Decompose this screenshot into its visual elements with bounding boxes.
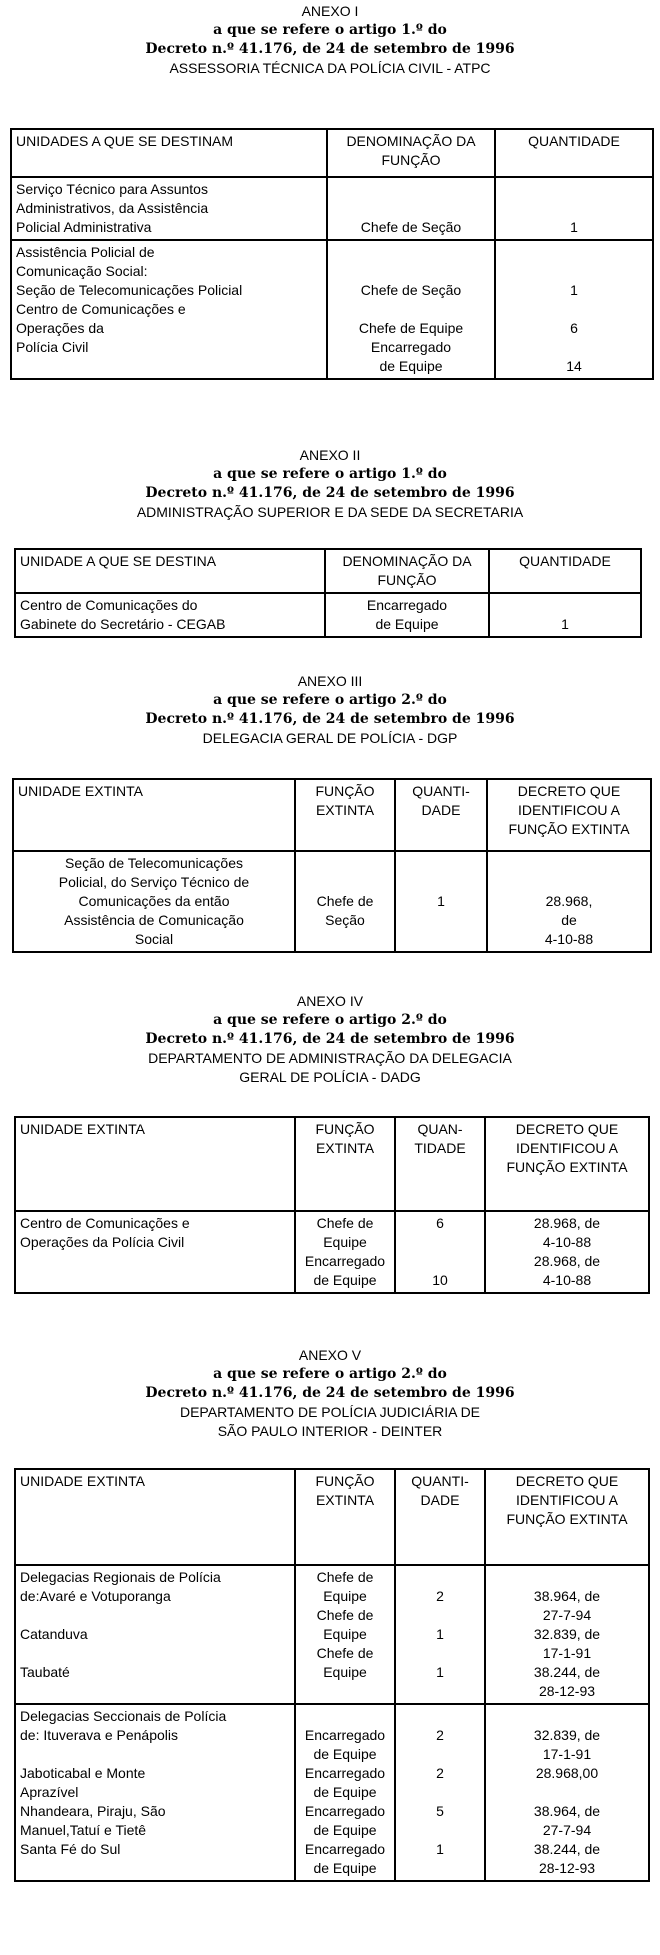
- table-header-row: [15, 1469, 649, 1565]
- anexo5-header: [0, 1346, 660, 1441]
- anexo2-decree: Decreto n.º 41.176, de 24 de setembro de 1996: [145, 485, 515, 501]
- unit-cell: Seção de Telecomunicações Policial, do Serviço Técnico de Comunicações da então Assistência de Comunicação Social: [13, 851, 295, 952]
- quantity-cell: 1 6 14: [495, 240, 653, 379]
- anexo2-table-wrap: [14, 548, 640, 638]
- anexo1-header: [0, 2, 660, 78]
- anexo5-org-line1: DEPARTAMENTO DE POLÍCIA JUDICIÁRIA DE: [179, 1404, 481, 1420]
- anexo5-ref: a que se refere o artigo 2.º do: [213, 1366, 447, 1382]
- anexo4-org-line2: GERAL DE POLÍCIA - DADG: [239, 1069, 421, 1085]
- quantity-cell: 2 1 1: [395, 1565, 485, 1704]
- col-header-unit: UNIDADES A QUE SE DESTINAM: [11, 129, 327, 177]
- table-row: [15, 593, 641, 637]
- quantity-cell: 6 10: [395, 1211, 485, 1293]
- col-header-decree: DECRETO QUE IDENTIFICOU A FUNÇÃO EXTINTA: [485, 1117, 649, 1211]
- col-header-quantity: QUANTIDADE: [489, 549, 641, 593]
- col-header-function: FUNÇÃO EXTINTA: [295, 1469, 395, 1565]
- anexo2-header: [0, 446, 660, 522]
- anexo2-org: ADMINISTRAÇÃO SUPERIOR E DA SEDE DA SECRETARIA: [136, 504, 524, 520]
- col-header-decree: DECRETO QUE IDENTIFICOU A FUNÇÃO EXTINTA: [485, 1469, 649, 1565]
- anexo5-decree: Decreto n.º 41.176, de 24 de setembro de 1996: [145, 1385, 515, 1401]
- col-header-unit: UNIDADE EXTINTA: [13, 779, 295, 851]
- unit-cell: Serviço Técnico para Assuntos Administrativos, da Assistência Policial Administrativa: [11, 177, 327, 240]
- unit-cell: Assistência Policial de Comunicação Social: Seção de Telecomunicações Policial Centro de Comunicações e Operações da Polícia Civil: [11, 240, 327, 379]
- function-cell: Chefe de Equipe Chefe de Equipe Chefe de Equipe: [295, 1565, 395, 1704]
- anexo1-org: ASSESSORIA TÉCNICA DA POLÍCIA CIVIL - ATPC: [169, 60, 491, 76]
- col-header-quantity: QUAN-TIDADE: [395, 1117, 485, 1211]
- anexo4-table-wrap: [14, 1116, 648, 1294]
- anexo1-table: [10, 128, 654, 380]
- col-header-function: FUNÇÃO EXTINTA: [295, 779, 395, 851]
- quantity-cell: 2 2 5 1: [395, 1704, 485, 1881]
- col-header-function: FUNÇÃO EXTINTA: [295, 1117, 395, 1211]
- table-row: [11, 240, 653, 379]
- anexo4-table: [14, 1116, 650, 1294]
- table-header-row: [15, 1117, 649, 1211]
- function-cell: Chefe de Seção: [295, 851, 395, 952]
- decree-cell: 28.968, de 4-10-88 28.968, de 4-10-88: [485, 1211, 649, 1293]
- table-header-row: [13, 779, 651, 851]
- function-cell: Chefe de Seção: [327, 177, 495, 240]
- anexo3-ref: a que se refere o artigo 2.º do: [213, 692, 447, 708]
- table-header-row: [11, 129, 653, 177]
- anexo4-header: [0, 992, 660, 1087]
- anexo3-table: [12, 778, 652, 953]
- col-header-quantity: QUANTI-DADE: [395, 1469, 485, 1565]
- anexo4-decree: Decreto n.º 41.176, de 24 de setembro de 1996: [145, 1031, 515, 1047]
- col-header-quantity: QUANTIDADE: [495, 129, 653, 177]
- function-cell: Chefe de Seção Chefe de Equipe Encarregado de Equipe: [327, 240, 495, 379]
- col-header-quantity: QUANTI-DADE: [395, 779, 487, 851]
- anexo3-org: DELEGACIA GERAL DE POLÍCIA - DGP: [202, 730, 458, 746]
- anexo3-header: [0, 672, 660, 748]
- anexo2-ref: a que se refere o artigo 1.º do: [213, 466, 447, 482]
- col-header-decree: DECRETO QUE IDENTIFICOU A FUNÇÃO EXTINTA: [487, 779, 651, 851]
- unit-cell: Delegacias Regionais de Polícia de:Avaré e Votuporanga Catanduva Taubaté: [15, 1565, 295, 1704]
- anexo5-table-wrap: [14, 1468, 648, 1882]
- col-header-unit: UNIDADE EXTINTA: [15, 1117, 295, 1211]
- anexo2-title: ANEXO II: [299, 447, 361, 463]
- anexo5-title: ANEXO V: [298, 1347, 362, 1363]
- anexo3-title: ANEXO III: [297, 673, 363, 689]
- anexo2-table: [14, 548, 642, 638]
- col-header-function: DENOMINAÇÃO DA FUNÇÃO: [327, 129, 495, 177]
- anexo4-org-line1: DEPARTAMENTO DE ADMINISTRAÇÃO DA DELEGACIA: [148, 1050, 512, 1066]
- quantity-cell: 1: [395, 851, 487, 952]
- col-header-unit: UNIDADE A QUE SE DESTINA: [15, 549, 325, 593]
- anexo1-ref: a que se refere o artigo 1.º do: [213, 22, 447, 38]
- decree-cell: 38.964, de 27-7-94 32.839, de 17-1-91 38.244, de 28-12-93: [485, 1565, 649, 1704]
- function-cell: Encarregado de Equipe Encarregado de Equipe Encarregado de Equipe Encarregado de Equipe: [295, 1704, 395, 1881]
- table-row: [15, 1704, 649, 1881]
- unit-cell: Centro de Comunicações e Operações da Polícia Civil: [15, 1211, 295, 1293]
- function-cell: Encarregado de Equipe: [325, 593, 489, 637]
- anexo4-title: ANEXO IV: [296, 993, 364, 1009]
- anexo3-table-wrap: [12, 778, 650, 953]
- anexo4-ref: a que se refere o artigo 2.º do: [213, 1012, 447, 1028]
- anexo1-title: ANEXO I: [301, 3, 359, 19]
- function-cell: Chefe de Equipe Encarregado de Equipe: [295, 1211, 395, 1293]
- anexo1-table-wrap: [10, 128, 652, 380]
- anexo5-org-line2: SÃO PAULO INTERIOR - DEINTER: [217, 1423, 443, 1439]
- anexo1-decree: Decreto n.º 41.176, de 24 de setembro de 1996: [145, 41, 515, 57]
- unit-cell: Centro de Comunicações do Gabinete do Secretário - CEGAB: [15, 593, 325, 637]
- unit-cell: Delegacias Seccionais de Polícia de: Ituverava e Penápolis Jaboticabal e Monte Aprazível Nhandeara, Piraju, São Manuel,Tatuí e Tietê Santa Fé do Sul: [15, 1704, 295, 1881]
- table-row: [13, 851, 651, 952]
- quantity-cell: 1: [489, 593, 641, 637]
- table-header-row: [15, 549, 641, 593]
- col-header-function: DENOMINAÇÃO DA FUNÇÃO: [325, 549, 489, 593]
- table-row: [15, 1211, 649, 1293]
- table-row: [15, 1565, 649, 1704]
- decree-cell: 32.839, de 17-1-91 28.968,00 38.964, de 27-7-94 38.244, de 28-12-93: [485, 1704, 649, 1881]
- table-row: [11, 177, 653, 240]
- decree-cell: 28.968, de 4-10-88: [487, 851, 651, 952]
- col-header-unit: UNIDADE EXTINTA: [15, 1469, 295, 1565]
- anexo5-table: [14, 1468, 650, 1882]
- quantity-cell: 1: [495, 177, 653, 240]
- anexo3-decree: Decreto n.º 41.176, de 24 de setembro de 1996: [145, 711, 515, 727]
